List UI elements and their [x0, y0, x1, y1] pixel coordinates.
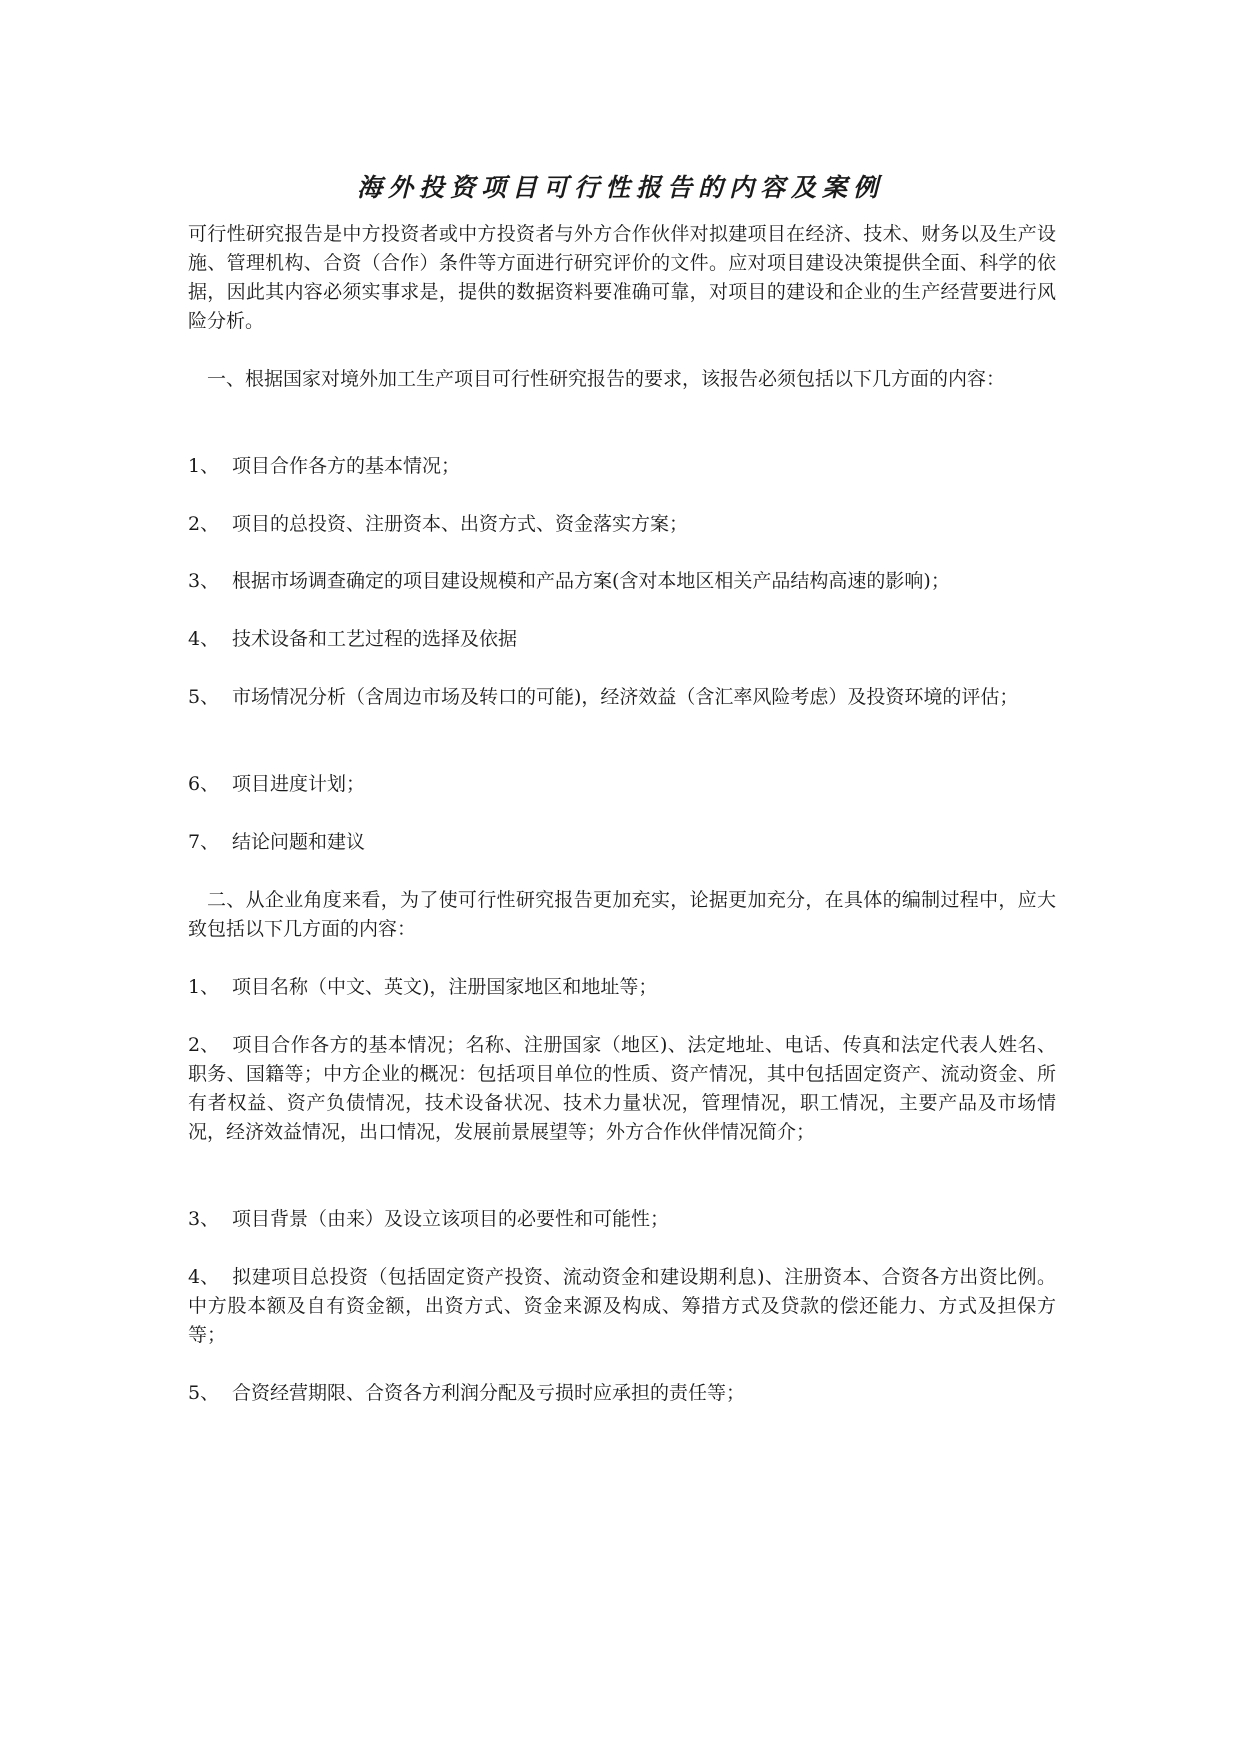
- list-item-number: 1、: [188, 976, 220, 998]
- list-item-text: 合资经营期限、合资各方利润分配及亏损时应承担的责任等；: [232, 1382, 746, 1404]
- list-item-text: 结论问题和建议: [232, 831, 366, 853]
- list-item-number: 3、: [188, 570, 220, 592]
- list-item-text: 市场情况分析（含周边市场及转口的可能)，经济效益（含汇率风险考虑）及投资环境的评估；: [232, 686, 1019, 708]
- list-item: [188, 1031, 1056, 1147]
- list-item: [188, 510, 1056, 539]
- list-item-number: 2、: [188, 513, 220, 535]
- list-item: [188, 1379, 1056, 1408]
- list-item-text: 项目背景（由来）及设立该项目的必要性和可能性；: [232, 1208, 670, 1230]
- list-item-text: 拟建项目总投资（包括固定资产投资、流动资金和建设期利息)、注册资本、合资各方出资比例。中方股本额及自有资金额，出资方式、资金来源及构成、筹措方式及贷款的偿还能力、方式及担保方等；: [188, 1266, 1056, 1346]
- intro-paragraph: 可行性研究报告是中方投资者或中方投资者与外方合作伙伴对拟建项目在经济、技术、财务以及生产设施、管理机构、合资（合作）条件等方面进行研究评价的文件。应对项目建设决策提供全面、科学的依据，因此其内容必须实事求是，提供的数据资料要准确可靠，对项目的建设和企业的生产经营要进行风险分析。: [188, 223, 1056, 332]
- list-item-number: 4、: [188, 1266, 220, 1288]
- list-item-text: 项目的总投资、注册资本、出资方式、资金落实方案；: [232, 513, 689, 535]
- page-title: 海外投资项目可行性报告的内容及案例: [356, 173, 884, 202]
- list-item-number: 7、: [188, 831, 220, 853]
- list-item: [188, 625, 1056, 654]
- list-item: [188, 770, 1056, 799]
- list-item: [188, 452, 1056, 481]
- list-item-number: 2、: [188, 1034, 220, 1056]
- section2-heading: 二、从企业角度来看，为了使可行性研究报告更加充实，论据更加充分，在具体的编制过程中，应大致包括以下几方面的内容：: [188, 889, 1056, 940]
- list-item: [188, 683, 1056, 712]
- list-item-number: 1、: [188, 455, 220, 477]
- list-item-text: 技术设备和工艺过程的选择及依据: [232, 628, 518, 650]
- list-item: [188, 1263, 1056, 1350]
- list-item-number: 5、: [188, 686, 220, 708]
- list-item-number: 3、: [188, 1208, 220, 1230]
- list-item-number: 5、: [188, 1382, 220, 1404]
- list-item-text: 根据市场调查确定的项目建设规模和产品方案(含对本地区相关产品结构高速的影响)；: [232, 570, 950, 592]
- list-item-text: 项目合作各方的基本情况；名称、注册国家（地区)、法定地址、电话、传真和法定代表人姓名、职务、国籍等；中方企业的概况：包括项目单位的性质、资产情况，其中包括固定资产、流动资金、所有者权益、资产负债情况，技术设备状况、技术力量状况，管理情况，职工情况，主要产品及市场情况，经济效益情况，出口情况，发展前景展望等；外方合作伙伴情况简介；: [188, 1034, 1056, 1143]
- list-item-text: 项目合作各方的基本情况；: [232, 455, 461, 477]
- list-item: [188, 567, 1056, 596]
- list-item-number: 4、: [188, 628, 220, 650]
- list-item-text: 项目名称（中文、英文)，注册国家地区和地址等；: [232, 976, 658, 998]
- list-item-number: 6、: [188, 773, 220, 795]
- list-item: [188, 973, 1056, 1002]
- section1-heading: 一、根据国家对境外加工生产项目可行性研究报告的要求，该报告必须包括以下几方面的内容：: [207, 368, 1006, 390]
- list-item-text: 项目进度计划；: [232, 773, 366, 795]
- list-item: [188, 1205, 1056, 1234]
- list-item: [188, 828, 1056, 857]
